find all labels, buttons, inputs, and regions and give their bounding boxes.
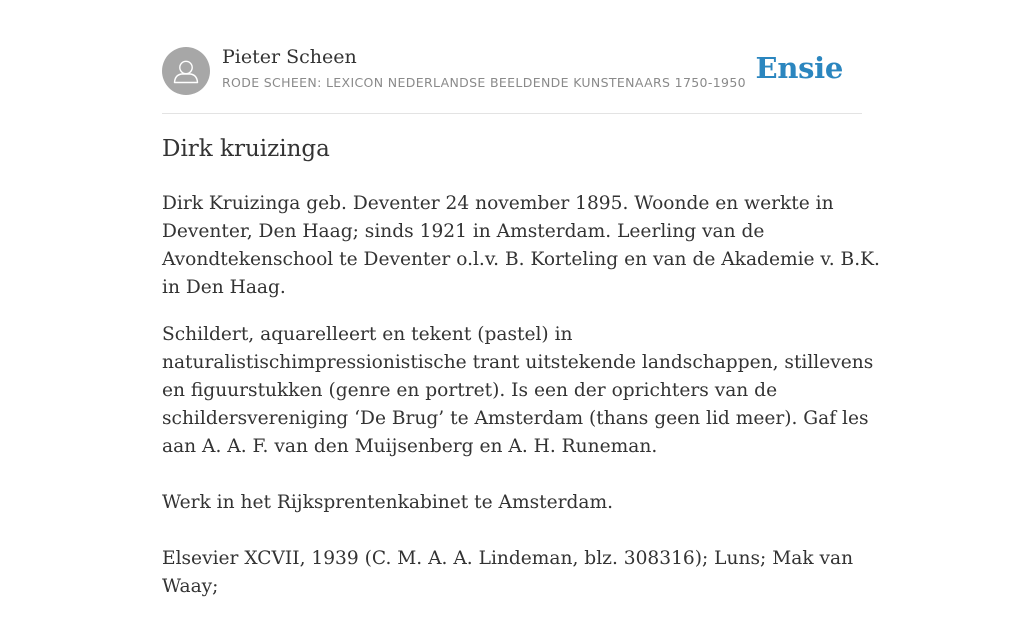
article-paragraph: Dirk Kruizinga geb. Deventer 24 november 1895. Woonde en werkte in Deventer, Den Haag; sinds 1921 in Amsterdam. Leerling van de Avondtekenschool te Deventer o.l.v. B. Korteling en van de Akademie v. B.K. in Den Haag. xyxy=(162,193,880,298)
article-title: Dirk kruizinga xyxy=(162,136,330,162)
author-name[interactable]: Pieter Scheen xyxy=(222,46,357,68)
user-avatar-icon[interactable] xyxy=(162,47,210,95)
avatar-silhouette-icon xyxy=(162,47,210,95)
content-container xyxy=(162,0,880,597)
ensie-logo[interactable]: Ensie xyxy=(755,51,843,85)
article-paragraph: Werk in het Rijksprentenkabinet te Amsterdam. xyxy=(162,492,614,513)
article-header xyxy=(162,0,862,114)
article-paragraph: Elsevier XCVII, 1939 (C. M. A. A. Lindeman, blz. 308316); Luns; Mak van Waay; xyxy=(162,548,854,597)
source-title[interactable]: RODE SCHEEN: LEXICON NEDERLANDSE BEELDENDE KUNSTENAARS 1750-1950 xyxy=(222,75,746,90)
article-body xyxy=(162,190,882,620)
article-paragraph: Schildert, aquarelleert en tekent (pastel) in naturalistischimpressionistische trant uitstekende landschappen, stillevens en figuurstukken (genre en portret). Is een der oprichters van de schildersvereniging ‘De Brug’ te Amsterdam (thans geen lid meer). Gaf les aan A. A. F. van den Muijsenberg en A. H. Runeman. xyxy=(162,324,874,457)
